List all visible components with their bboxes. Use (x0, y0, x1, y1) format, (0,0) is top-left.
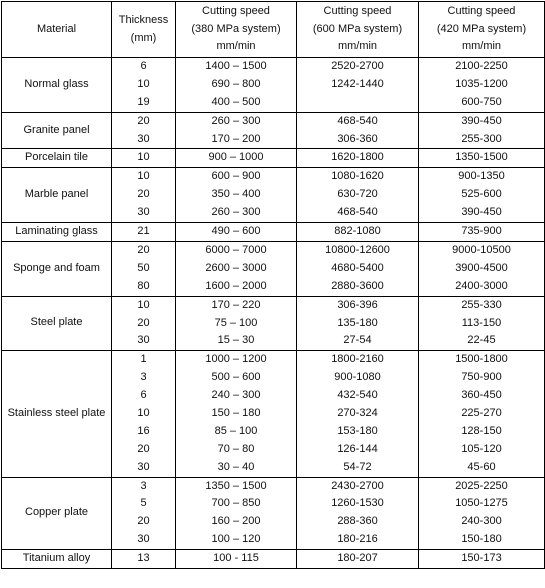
speed-600-value: 270-324​ (337, 406, 378, 419)
speed-380-cell (176, 241, 297, 296)
thickness-value: 3​ (140, 479, 147, 492)
thickness-value: 20​ (137, 243, 150, 256)
speed-380-value: 170 – 200​ (211, 132, 261, 145)
material-cell (2, 58, 112, 113)
header-material (2, 2, 112, 58)
material-cell (2, 241, 112, 296)
speed-420-value: 360-450​ (461, 389, 502, 402)
speed-420-cell (419, 168, 545, 223)
thickness-value: 21​ (137, 225, 150, 238)
speed-420-value: 1050-1275​ (455, 497, 508, 510)
speed-420-value: 390-450​ (461, 114, 502, 127)
speed-420-cell (419, 112, 545, 149)
table-row (2, 351, 545, 477)
thickness-value: 30​ (137, 533, 150, 546)
speed-600-value: 180-216​ (337, 533, 378, 546)
speed-600-cell (297, 241, 419, 296)
speed-600-value: 1620-1800​ (331, 151, 384, 164)
material-name: Copper plate​ (25, 506, 88, 519)
material-name: Normal glass​ (24, 77, 89, 90)
thickness-value: 10​ (137, 77, 150, 90)
speed-380-value: 30 – 40​ (217, 460, 255, 473)
material-cell (2, 550, 112, 569)
speed-420-cell (419, 223, 545, 242)
speed-420-value: 45-60​ (467, 460, 496, 473)
speed-380-value: 260 – 300​ (211, 206, 261, 219)
speed-600-value: 180-207​ (337, 552, 378, 565)
material-cell (2, 351, 112, 477)
speed-420-value: 2400-3000​ (455, 279, 508, 292)
speed-600-value: 27-54​ (343, 334, 372, 347)
speed-420-value: 735-900​ (461, 225, 502, 238)
header-speed-380-line1: Cutting speed​ (202, 4, 270, 17)
speed-380-value: 600 – 900​ (211, 170, 261, 183)
thickness-cell (112, 351, 176, 477)
material-name: Laminating glass​ (15, 225, 98, 238)
speed-420-cell (419, 477, 545, 550)
material-name: Granite panel​ (23, 123, 90, 136)
table-row (2, 58, 545, 113)
thickness-value: 16​ (137, 424, 150, 437)
material-cell (2, 223, 112, 242)
speed-600-value: 306-360​ (337, 132, 378, 145)
speed-380-value: 100 - 115​ (213, 552, 259, 565)
header-speed-380-line2: (380 MPa system)​ (191, 22, 281, 35)
speed-600-cell (297, 296, 419, 351)
speed-380-cell (176, 477, 297, 550)
speed-600-cell (297, 149, 419, 168)
speed-420-cell (419, 351, 545, 477)
speed-420-cell (419, 58, 545, 113)
thickness-cell (112, 223, 176, 242)
speed-600-value (299, 94, 416, 112)
header-speed-420-line2: (420 MPa system)​ (436, 22, 527, 35)
speed-420-cell (419, 149, 545, 168)
thickness-value: 3​ (140, 371, 147, 384)
speed-600-value: 1800-2160​ (331, 353, 384, 366)
speed-600-value: 2520-2700​ (331, 60, 384, 72)
thickness-value: 10​ (137, 170, 150, 183)
speed-600-cell (297, 550, 419, 569)
speed-600-value: 1260-1530​ (331, 497, 384, 510)
speed-380-value: 1350 – 1500​ (205, 479, 267, 492)
thickness-value: 50​ (137, 261, 150, 274)
speed-600-value: 630-720​ (337, 188, 378, 201)
speed-420-value: 390-450​ (461, 206, 502, 219)
material-name: Porcelain tile​ (25, 151, 88, 164)
speed-380-value: 15 – 30​ (217, 334, 255, 347)
speed-380-value: 1000 – 1200​ (205, 353, 267, 366)
speed-420-cell (419, 296, 545, 351)
thickness-value: 20​ (137, 316, 150, 329)
speed-380-value: 85 – 100​ (214, 424, 258, 437)
thickness-value: 30​ (137, 460, 150, 473)
speed-420-value: 3900-4500​ (455, 261, 508, 274)
thickness-cell (112, 296, 176, 351)
speed-380-value: 400 – 500​ (211, 95, 261, 108)
speed-420-value: 900-1350​ (458, 170, 505, 183)
material-name: Sponge and foam​ (13, 261, 100, 274)
speed-420-value: 128-150​ (461, 424, 502, 437)
thickness-value: 20​ (137, 114, 150, 127)
thickness-value: 20​ (137, 442, 150, 455)
thickness-value: 1​ (140, 353, 147, 366)
speed-600-cell (297, 477, 419, 550)
speed-600-value: 126-144​ (337, 442, 378, 455)
header-speed-600-line2: (600 MPa system)​ (312, 22, 403, 35)
speed-380-value: 70 – 80​ (217, 442, 255, 455)
speed-420-value: 750-900​ (461, 371, 502, 384)
speed-380-value: 160 – 200​ (211, 515, 261, 528)
header-speed-380-line3: mm/min​ (216, 40, 256, 53)
speed-420-value: 240-300​ (461, 515, 502, 528)
speed-600-value: 2880-3600​ (331, 279, 384, 292)
speed-420-value: 9000-10500​ (452, 243, 511, 256)
speed-600-value: 1080-1620​ (331, 170, 384, 183)
table-row (2, 149, 545, 168)
speed-600-value: 306-396​ (337, 298, 378, 311)
speed-380-cell (176, 58, 297, 113)
table-row (2, 241, 545, 296)
thickness-value: 19​ (137, 95, 150, 108)
speed-420-cell (419, 241, 545, 296)
thickness-value: 10​ (137, 406, 150, 419)
header-speed-420-line3: mm/min​ (461, 40, 502, 53)
thickness-cell (112, 168, 176, 223)
table-row (2, 168, 545, 223)
speed-420-cell (419, 550, 545, 569)
speed-380-cell (176, 550, 297, 569)
speed-600-value: 4680-5400​ (331, 261, 384, 274)
material-cell (2, 168, 112, 223)
speed-380-value: 170 – 220​ (211, 298, 261, 311)
header-thickness-line1: Thickness (118, 13, 169, 26)
speed-600-value: 2430-2700​ (331, 479, 384, 492)
speed-380-value: 240 – 300​ (211, 389, 261, 402)
material-name: Marble panel​ (24, 188, 89, 201)
speed-420-value: 255-330​ (461, 298, 502, 311)
header-row (2, 2, 545, 58)
header-thickness (112, 2, 176, 58)
speed-600-value: 153-180​ (337, 424, 378, 437)
thickness-cell (112, 477, 176, 550)
material-name: Titanium alloy​ (22, 552, 91, 565)
speed-600-value: 882-1080​ (334, 225, 381, 238)
speed-380-value: 1400 – 1500​ (205, 60, 267, 72)
thickness-value: 6​ (140, 60, 147, 72)
speed-420-value: 113-150​ (461, 316, 502, 329)
thickness-cell (112, 550, 176, 569)
thickness-cell (112, 241, 176, 296)
table-row (2, 296, 545, 351)
speed-420-value: 2025-2250​ (455, 479, 508, 492)
table-row (2, 477, 545, 550)
speed-380-value: 500 – 600​ (211, 371, 261, 384)
speed-420-value: 1035-1200​ (455, 77, 508, 90)
thickness-value: 5​ (140, 497, 147, 510)
speed-380-value: 900 – 1000​ (208, 151, 264, 164)
table-row (2, 112, 545, 149)
speed-420-value: 525-600​ (461, 188, 502, 201)
thickness-cell (112, 149, 176, 168)
speed-600-cell (297, 351, 419, 477)
speed-380-cell (176, 149, 297, 168)
material-cell (2, 112, 112, 149)
speed-420-value: 1500-1800​ (455, 353, 508, 366)
speed-600-value: 10800-12600​ (325, 243, 390, 256)
material-cell (2, 296, 112, 351)
material-name: Stainless steel plate​ (7, 406, 106, 419)
speed-600-value: 288-360​ (337, 515, 378, 528)
speed-380-value: 490 – 600​ (211, 225, 261, 238)
speed-380-value: 260 – 300​ (211, 114, 261, 127)
speed-380-cell (176, 112, 297, 149)
header-speed-420-line1: Cutting speed​ (447, 4, 516, 17)
header-thickness-line2: (mm)​ (130, 31, 157, 44)
table-row (2, 550, 545, 569)
speed-380-value: 2600 – 3000​ (205, 261, 267, 274)
cutting-speed-table (1, 1, 545, 569)
speed-600-value: 54-72​ (343, 460, 372, 473)
speed-380-cell (176, 351, 297, 477)
header-material-label: Material​ (36, 23, 77, 36)
speed-380-value: 350 – 400​ (211, 188, 261, 201)
thickness-value: 20​ (137, 188, 150, 201)
speed-600-cell (297, 168, 419, 223)
speed-600-value: 432-540​ (337, 389, 378, 402)
speed-380-cell (176, 223, 297, 242)
table-row (2, 223, 545, 242)
speed-600-cell (297, 112, 419, 149)
header-speed-420 (419, 2, 545, 58)
thickness-value: 10​ (137, 298, 150, 311)
speed-380-value: 700 – 850​ (211, 497, 261, 510)
speed-600-value: 135-180​ (337, 316, 378, 329)
speed-420-value: 150-180​ (461, 533, 502, 546)
table-header (2, 2, 545, 58)
thickness-value: 80​ (137, 279, 150, 292)
speed-380-value: 6000 – 7000​ (205, 243, 267, 256)
thickness-value: 10​ (137, 151, 150, 164)
material-name: Steel plate​ (30, 316, 83, 329)
header-speed-380 (176, 2, 297, 58)
speed-380-value: 150 – 180​ (211, 406, 261, 419)
table-body (2, 58, 545, 569)
speed-380-value: 690 – 800​ (211, 77, 261, 90)
speed-420-value: 225-270​ (461, 406, 502, 419)
speed-600-value: 468-540​ (337, 206, 378, 219)
speed-600-cell (297, 58, 419, 113)
material-cell (2, 149, 112, 168)
thickness-value: 20​ (137, 515, 150, 528)
thickness-cell (112, 112, 176, 149)
thickness-value: 30​ (137, 132, 150, 145)
thickness-value: 30​ (137, 334, 150, 347)
speed-420-value: 150-173​ (461, 552, 502, 565)
header-speed-600 (297, 2, 419, 58)
speed-600-cell (297, 223, 419, 242)
speed-600-value: 900-1080​ (334, 371, 381, 384)
speed-420-value: 2100-2250​ (455, 60, 508, 72)
speed-420-value: 600-750​ (461, 95, 502, 108)
header-speed-600-line1: Cutting speed​ (323, 4, 392, 17)
speed-600-value: 468-540​ (337, 114, 378, 127)
material-cell (2, 477, 112, 550)
thickness-cell (112, 58, 176, 113)
thickness-value: 6​ (140, 389, 147, 402)
speed-380-value: 75 – 100​ (214, 316, 258, 329)
speed-420-value: 255-300​ (461, 132, 502, 145)
speed-380-cell (176, 296, 297, 351)
speed-380-value: 100 – 120​ (211, 533, 261, 546)
speed-380-cell (176, 168, 297, 223)
thickness-value: 13​ (137, 552, 150, 565)
header-speed-600-line3: mm/min​ (337, 40, 378, 53)
speed-380-value: 1600 – 2000​ (205, 279, 267, 292)
thickness-value: 30​ (137, 206, 150, 219)
speed-420-value: 1350-1500​ (455, 151, 508, 164)
speed-420-value: 22-45​ (467, 334, 496, 347)
speed-600-value: 1242-1440​ (331, 77, 384, 90)
speed-420-value: 105-120​ (461, 442, 502, 455)
